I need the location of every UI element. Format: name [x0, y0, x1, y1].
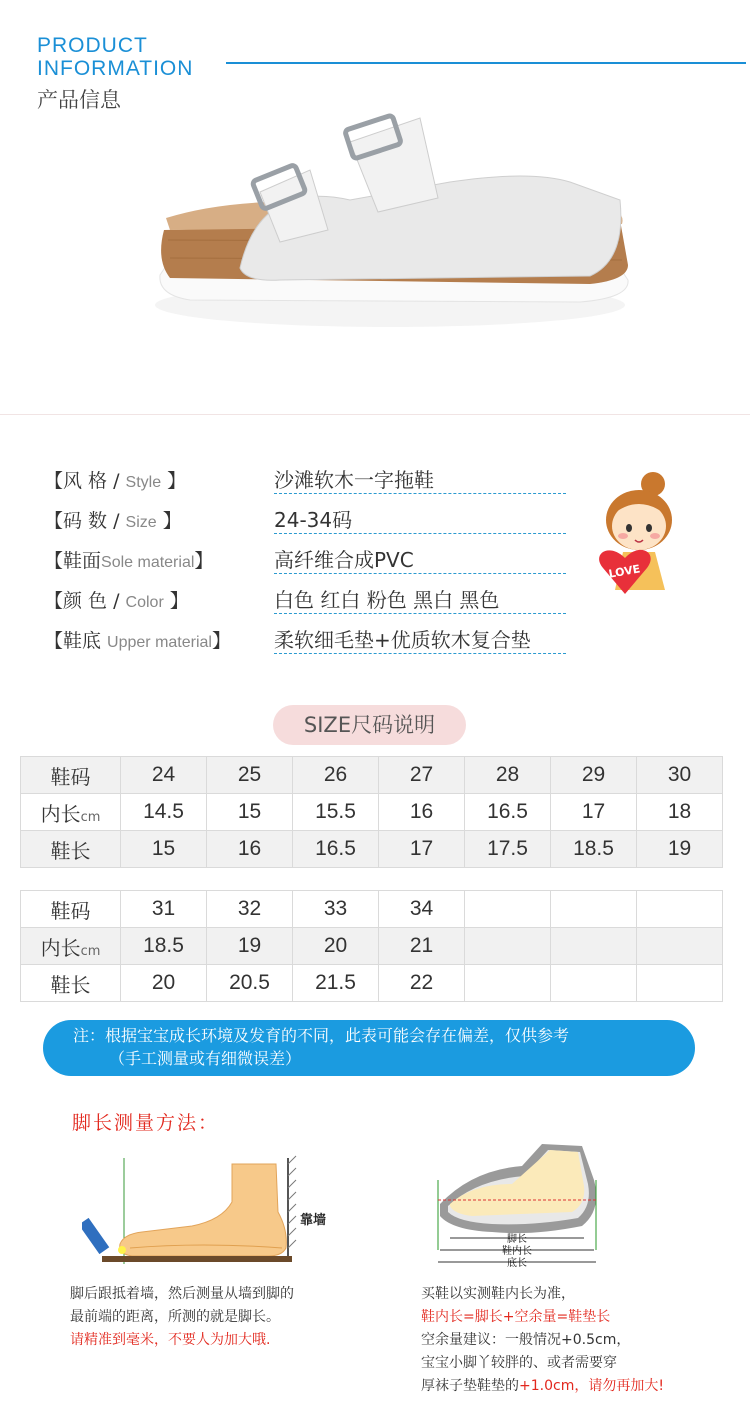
size-table-2	[20, 890, 723, 1002]
row-label: 鞋码	[21, 891, 121, 928]
header-title-en	[37, 34, 193, 80]
info-value-size: 24-34码	[274, 508, 353, 532]
table-cell	[551, 965, 637, 1002]
info-label-style: 【风 格 / Style 】	[44, 470, 187, 492]
row-label: 鞋长	[21, 965, 121, 1002]
table-cell: 29	[551, 757, 637, 794]
info-row-size	[44, 498, 574, 538]
size-table-1	[20, 756, 723, 868]
info-value-color: 白色 红白 粉色 黑白 黑色	[274, 588, 500, 612]
info-label-upper-material: 【鞋底 Upper material】	[44, 630, 231, 652]
notice-banner	[43, 1020, 695, 1076]
table-cell: 27	[379, 757, 465, 794]
info-value-sole-material: 高纤维合成PVC	[274, 548, 414, 572]
header-rule	[226, 62, 746, 64]
table-cell: 33	[293, 891, 379, 928]
table-cell: 15	[121, 831, 207, 868]
table-cell: 16	[207, 831, 293, 868]
table-cell: 32	[207, 891, 293, 928]
table-cell: 22	[379, 965, 465, 1002]
table-cell	[551, 928, 637, 965]
instruction-line: 最前端的距离，所测的就是脚长。	[70, 1309, 280, 1325]
table-cell: 26	[293, 757, 379, 794]
info-label-color: 【颜 色 / Color 】	[44, 590, 189, 612]
cartoon-girl-love-icon	[595, 470, 690, 605]
instruction-line: 买鞋以实测鞋内长为准，	[421, 1286, 575, 1302]
header-title-en-line1: PRODUCT	[37, 34, 148, 57]
instruction-formula: 鞋内长=脚长+空余量=鞋垫长	[421, 1309, 611, 1325]
table-cell: 15.5	[293, 794, 379, 831]
table-cell: 30	[637, 757, 723, 794]
foot-measurement-diagram	[82, 1152, 342, 1274]
instruction-line: 厚袜子垫鞋垫的+1.0cm，请勿再加大!	[421, 1378, 664, 1394]
table-cell	[551, 891, 637, 928]
table-row	[21, 757, 723, 794]
info-dashed-line	[274, 653, 566, 654]
table-cell: 17.5	[465, 831, 551, 868]
foot-measure-instructions	[70, 1283, 390, 1352]
info-row-upper-material	[44, 618, 574, 658]
table-cell: 20	[293, 928, 379, 965]
table-cell: 31	[121, 891, 207, 928]
shoe-size-instructions	[421, 1283, 741, 1398]
product-image	[150, 100, 640, 340]
header-title-en-line2: INFORMATION	[37, 57, 194, 80]
shoe-measurement-diagram	[432, 1140, 604, 1276]
info-row-color	[44, 578, 574, 618]
info-row-sole-material	[44, 538, 574, 578]
info-dashed-line	[274, 613, 566, 614]
table-cell: 16.5	[465, 794, 551, 831]
table-cell: 24	[121, 757, 207, 794]
table-row	[21, 965, 723, 1002]
table-row	[21, 928, 723, 965]
table-cell: 25	[207, 757, 293, 794]
table-cell: 17	[551, 794, 637, 831]
header-title-cn: 产品信息	[37, 88, 121, 112]
info-dashed-line	[274, 533, 566, 534]
info-value-style: 沙滩软木一字拖鞋	[274, 468, 434, 492]
row-label: 鞋码	[21, 757, 121, 794]
table-cell	[637, 928, 723, 965]
instruction-line: 宝宝小脚丫较胖的、或者需要穿	[421, 1355, 617, 1371]
table-cell	[465, 928, 551, 965]
table-cell: 16	[379, 794, 465, 831]
table-cell: 14.5	[121, 794, 207, 831]
info-row-style	[44, 458, 574, 498]
table-cell: 34	[379, 891, 465, 928]
info-dashed-line	[274, 573, 566, 574]
table-cell: 21	[379, 928, 465, 965]
table-cell: 16.5	[293, 831, 379, 868]
notice-line-2: （手工测量或有细微误差）	[109, 1049, 302, 1068]
photo-divider	[0, 414, 750, 415]
size-title: SIZE尺码说明	[273, 705, 466, 745]
instruction-line: 空余量建议：一般情况+0.5cm，	[421, 1332, 631, 1348]
table-cell	[465, 891, 551, 928]
row-label: 内长cm	[21, 928, 121, 965]
table-cell	[637, 891, 723, 928]
table-cell: 28	[465, 757, 551, 794]
table-cell: 20	[121, 965, 207, 1002]
table-row	[21, 794, 723, 831]
table-cell: 17	[379, 831, 465, 868]
table-cell: 19	[637, 831, 723, 868]
info-label-size: 【码 数 / Size 】	[44, 510, 182, 532]
table-cell: 20.5	[207, 965, 293, 1002]
info-dashed-line	[274, 493, 566, 494]
info-value-upper-material: 柔软细毛垫+优质软木复合垫	[274, 628, 531, 652]
table-cell: 18.5	[121, 928, 207, 965]
label-foot-length: 脚长	[507, 1234, 527, 1245]
label-sole-length: 底长	[507, 1258, 527, 1269]
notice-line-1: 注：根据宝宝成长环境及发育的不同，此表可能会存在偏差，仅供参考	[73, 1026, 570, 1045]
row-label: 内长cm	[21, 794, 121, 831]
info-label-sole-material: 【鞋面Sole material】	[44, 550, 214, 572]
table-cell: 18.5	[551, 831, 637, 868]
instruction-line-warning: 请精准到毫米，不要人为加大哦.	[70, 1332, 271, 1348]
table-row	[21, 831, 723, 868]
row-label: 鞋长	[21, 831, 121, 868]
table-cell	[637, 965, 723, 1002]
table-cell	[465, 965, 551, 1002]
method-title: 脚长测量方法：	[72, 1112, 220, 1134]
label-inner-length: 鞋内长	[502, 1246, 532, 1257]
table-row	[21, 891, 723, 928]
table-cell: 18	[637, 794, 723, 831]
instruction-line: 脚后跟抵着墙，然后测量从墙到脚的	[70, 1286, 294, 1302]
table-cell: 21.5	[293, 965, 379, 1002]
table-cell: 19	[207, 928, 293, 965]
love-badge-text: LOVE	[607, 562, 642, 581]
wall-label: 靠墙	[300, 1213, 327, 1228]
table-cell: 15	[207, 794, 293, 831]
